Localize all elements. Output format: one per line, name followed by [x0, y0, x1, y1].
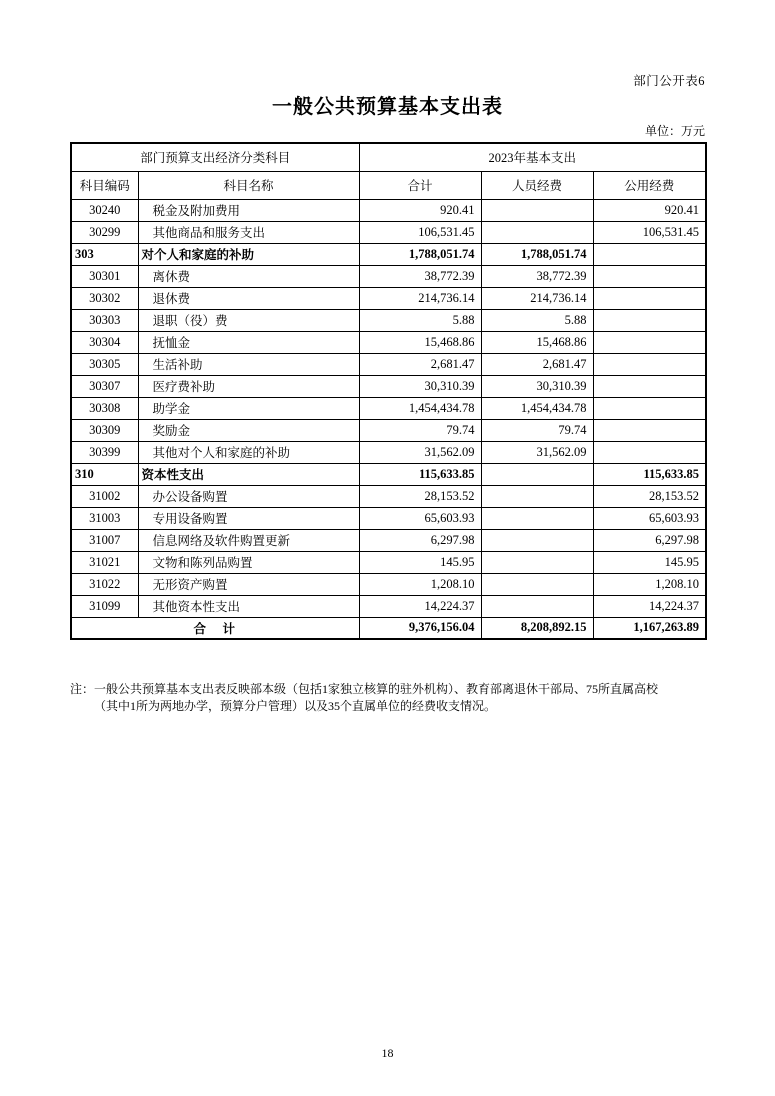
page-title: 一般公共预算基本支出表 — [272, 96, 503, 118]
table-row — [71, 595, 706, 617]
subject-name-cell: 退休费 — [138, 287, 359, 309]
subject-code-cell: 30308 — [71, 397, 138, 419]
personnel-amount-cell — [481, 595, 593, 617]
total-amount-cell: 14,224.37 — [359, 595, 481, 617]
table-row — [71, 375, 706, 397]
subject-code-cell: 30305 — [71, 353, 138, 375]
table-row — [71, 287, 706, 309]
public-amount-cell — [593, 441, 706, 463]
personnel-amount-cell: 38,772.39 — [481, 265, 593, 287]
doc-label: 部门公开表6 — [633, 74, 705, 88]
public-amount-cell: 28,153.52 — [593, 485, 706, 507]
total-amount-cell: 31,562.09 — [359, 441, 481, 463]
personnel-amount-cell — [481, 199, 593, 221]
subject-name-cell: 其他资本性支出 — [138, 595, 359, 617]
personnel-amount-cell: 5.88 — [481, 309, 593, 331]
public-amount-cell — [593, 265, 706, 287]
personnel-amount-cell — [481, 463, 593, 485]
total-amount-cell: 28,153.52 — [359, 485, 481, 507]
group-header-row — [71, 143, 706, 171]
public-amount-cell — [593, 309, 706, 331]
budget-table — [70, 142, 707, 640]
subject-code-cell: 30301 — [71, 265, 138, 287]
subject-code-cell: 30240 — [71, 199, 138, 221]
subject-code-cell: 31099 — [71, 595, 138, 617]
public-amount-cell: 115,633.85 — [593, 463, 706, 485]
public-amount-cell — [593, 243, 706, 265]
total-amount-cell: 38,772.39 — [359, 265, 481, 287]
public-amount-cell: 14,224.37 — [593, 595, 706, 617]
column-header-subject-code: 科目编码 — [71, 171, 138, 199]
subject-name-cell: 税金及附加费用 — [138, 199, 359, 221]
table-row — [71, 397, 706, 419]
total-amount-cell: 6,297.98 — [359, 529, 481, 551]
public-amount-cell — [593, 375, 706, 397]
subject-name-cell: 其他商品和服务支出 — [138, 221, 359, 243]
subject-name-cell: 奖励金 — [138, 419, 359, 441]
total-amount-cell: 79.74 — [359, 419, 481, 441]
subject-code-cell: 31003 — [71, 507, 138, 529]
table-row — [71, 551, 706, 573]
total-row-label: 合 计 — [71, 617, 359, 639]
total-amount-cell: 106,531.45 — [359, 221, 481, 243]
total-amount-cell: 1,208.10 — [359, 573, 481, 595]
personnel-amount-cell — [481, 221, 593, 243]
table-row — [71, 221, 706, 243]
total-amount-cell: 30,310.39 — [359, 375, 481, 397]
footnote-body — [94, 681, 712, 715]
personnel-amount-cell: 1,454,434.78 — [481, 397, 593, 419]
table-row — [71, 507, 706, 529]
public-amount-cell: 106,531.45 — [593, 221, 706, 243]
table-row — [71, 199, 706, 221]
personnel-amount-cell: 214,736.14 — [481, 287, 593, 309]
subject-name-cell: 资本性支出 — [138, 463, 359, 485]
column-header-personnel: 人员经费 — [481, 171, 593, 199]
subject-name-cell: 生活补助 — [138, 353, 359, 375]
total-row — [71, 617, 706, 639]
group-header-right: 2023年基本支出 — [359, 143, 706, 171]
subject-code-cell: 31021 — [71, 551, 138, 573]
footnote-label: 注： — [70, 682, 95, 696]
table-row — [71, 441, 706, 463]
table-row — [71, 309, 706, 331]
personnel-amount-cell — [481, 573, 593, 595]
table-row — [71, 573, 706, 595]
subject-name-cell: 无形资产购置 — [138, 573, 359, 595]
public-amount-cell — [593, 353, 706, 375]
subject-name-cell: 对个人和家庭的补助 — [138, 243, 359, 265]
public-amount-cell: 920.41 — [593, 199, 706, 221]
budget-table-footer — [71, 617, 706, 639]
subject-name-cell: 离休费 — [138, 265, 359, 287]
subject-name-cell: 抚恤金 — [138, 331, 359, 353]
group-header-left: 部门预算支出经济分类科目 — [71, 143, 359, 171]
total-amount-cell: 1,788,051.74 — [359, 243, 481, 265]
personnel-amount-cell: 30,310.39 — [481, 375, 593, 397]
personnel-amount-cell — [481, 507, 593, 529]
public-amount-cell: 65,603.93 — [593, 507, 706, 529]
subject-code-cell: 30299 — [71, 221, 138, 243]
total-row-public-amount: 1,167,263.89 — [593, 617, 706, 639]
total-amount-cell: 115,633.85 — [359, 463, 481, 485]
page-number: 18 — [381, 1046, 394, 1060]
public-amount-cell: 145.95 — [593, 551, 706, 573]
footnote-line-2: （其中1所为两地办学，预算分户管理）以及35个直属单位的经费收支情况。 — [94, 699, 497, 713]
table-row — [71, 243, 706, 265]
personnel-amount-cell: 79.74 — [481, 419, 593, 441]
table-row — [71, 485, 706, 507]
personnel-amount-cell — [481, 551, 593, 573]
unit-label: 单位：万元 — [644, 124, 705, 138]
footnote-line-1: 一般公共预算基本支出表反映部本级（包括1家独立核算的驻外机构）、教育部离退休干部局、75所直属高校 — [94, 682, 659, 696]
personnel-amount-cell: 31,562.09 — [481, 441, 593, 463]
public-amount-cell — [593, 419, 706, 441]
subject-name-cell: 其他对个人和家庭的补助 — [138, 441, 359, 463]
personnel-amount-cell — [481, 485, 593, 507]
column-header-total: 合计 — [359, 171, 481, 199]
total-amount-cell: 2,681.47 — [359, 353, 481, 375]
subject-name-cell: 医疗费补助 — [138, 375, 359, 397]
table-row — [71, 265, 706, 287]
column-header-row — [71, 171, 706, 199]
subject-code-cell: 31007 — [71, 529, 138, 551]
public-amount-cell: 6,297.98 — [593, 529, 706, 551]
personnel-amount-cell — [481, 529, 593, 551]
subject-code-cell: 31022 — [71, 573, 138, 595]
subject-name-cell: 文物和陈列品购置 — [138, 551, 359, 573]
table-row — [71, 419, 706, 441]
subject-code-cell: 30304 — [71, 331, 138, 353]
column-header-public: 公用经费 — [593, 171, 706, 199]
personnel-amount-cell: 15,468.86 — [481, 331, 593, 353]
public-amount-cell — [593, 331, 706, 353]
budget-table-header — [71, 143, 706, 199]
total-amount-cell: 5.88 — [359, 309, 481, 331]
table-row — [71, 353, 706, 375]
column-header-subject-name: 科目名称 — [138, 171, 359, 199]
total-amount-cell: 214,736.14 — [359, 287, 481, 309]
subject-code-cell: 30399 — [71, 441, 138, 463]
table-row — [71, 529, 706, 551]
personnel-amount-cell: 1,788,051.74 — [481, 243, 593, 265]
public-amount-cell — [593, 287, 706, 309]
subject-code-cell: 30309 — [71, 419, 138, 441]
subject-code-cell: 310 — [71, 463, 138, 485]
total-amount-cell: 15,468.86 — [359, 331, 481, 353]
subject-name-cell: 退职（役）费 — [138, 309, 359, 331]
public-amount-cell — [593, 397, 706, 419]
total-row-total-amount: 9,376,156.04 — [359, 617, 481, 639]
total-amount-cell: 65,603.93 — [359, 507, 481, 529]
subject-code-cell: 30302 — [71, 287, 138, 309]
table-row — [71, 463, 706, 485]
total-amount-cell: 1,454,434.78 — [359, 397, 481, 419]
total-row-personnel-amount: 8,208,892.15 — [481, 617, 593, 639]
budget-table-body — [71, 199, 706, 617]
subject-code-cell: 303 — [71, 243, 138, 265]
subject-name-cell: 信息网络及软件购置更新 — [138, 529, 359, 551]
subject-name-cell: 办公设备购置 — [138, 485, 359, 507]
subject-name-cell: 助学金 — [138, 397, 359, 419]
subject-code-cell: 30303 — [71, 309, 138, 331]
subject-name-cell: 专用设备购置 — [138, 507, 359, 529]
total-amount-cell: 920.41 — [359, 199, 481, 221]
subject-code-cell: 30307 — [71, 375, 138, 397]
public-amount-cell: 1,208.10 — [593, 573, 706, 595]
footnote — [70, 681, 712, 715]
personnel-amount-cell: 2,681.47 — [481, 353, 593, 375]
total-amount-cell: 145.95 — [359, 551, 481, 573]
subject-code-cell: 31002 — [71, 485, 138, 507]
table-row — [71, 331, 706, 353]
